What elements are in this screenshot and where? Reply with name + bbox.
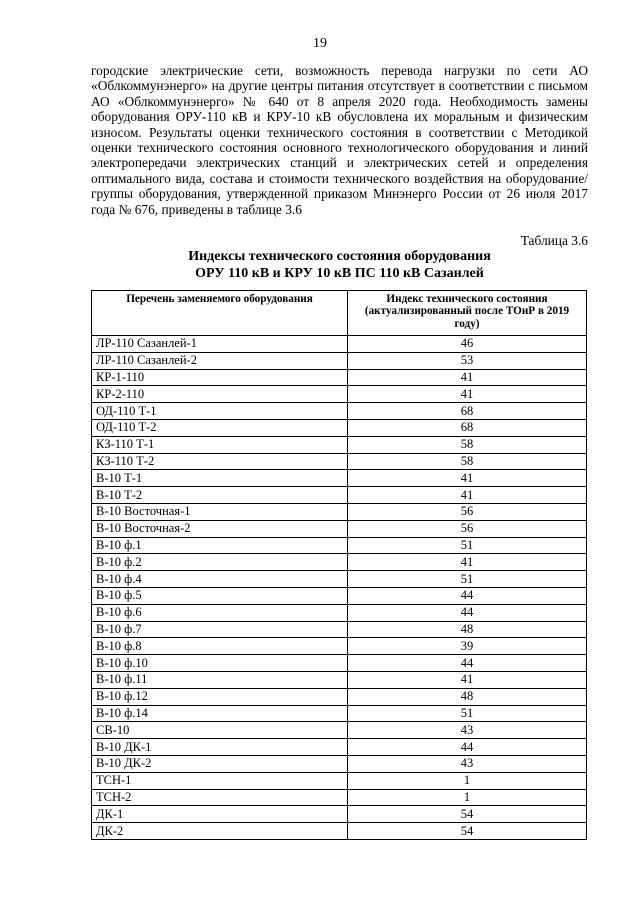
table-row xyxy=(92,705,587,722)
condition-index-cell: 1 xyxy=(348,789,587,806)
equipment-name-cell: В-10 Т-1 xyxy=(92,470,348,487)
equipment-name-cell: В-10 ф.6 xyxy=(92,604,348,621)
table-row xyxy=(92,587,587,604)
table-row xyxy=(92,806,587,823)
column-header-equipment: Перечень заменяемого оборудования xyxy=(92,291,348,336)
condition-index-cell: 58 xyxy=(348,453,587,470)
condition-index-cell: 48 xyxy=(348,688,587,705)
condition-index-cell: 48 xyxy=(348,621,587,638)
equipment-name-cell: ОД-110 Т-2 xyxy=(92,419,348,436)
table-title xyxy=(91,249,588,282)
condition-index-cell: 41 xyxy=(348,470,587,487)
table-row xyxy=(92,571,587,588)
table-row xyxy=(92,688,587,705)
equipment-name-cell: В-10 ф.4 xyxy=(92,571,348,588)
condition-index-cell: 54 xyxy=(348,806,587,823)
table-row xyxy=(92,369,587,386)
equipment-name-cell: В-10 ДК-2 xyxy=(92,755,348,772)
equipment-name-cell: КЗ-110 Т-2 xyxy=(92,453,348,470)
condition-index-cell: 51 xyxy=(348,705,587,722)
table-row xyxy=(92,537,587,554)
table-row xyxy=(92,604,587,621)
table-row xyxy=(92,336,587,353)
equipment-name-cell: ЛР-110 Сазанлей-1 xyxy=(92,336,348,353)
condition-index-cell: 44 xyxy=(348,739,587,756)
equipment-name-cell: В-10 ф.5 xyxy=(92,587,348,604)
equipment-name-cell: В-10 Восточная-1 xyxy=(92,503,348,520)
condition-index-cell: 41 xyxy=(348,369,587,386)
equipment-name-cell: В-10 ф.12 xyxy=(92,688,348,705)
condition-index-cell: 68 xyxy=(348,419,587,436)
condition-index-cell: 41 xyxy=(348,487,587,504)
table-row xyxy=(92,487,587,504)
body-paragraph: городские электрические сети, возможность перевода нагрузки по сети АО «Облкоммунэнерго» на другие центры питания отсутствует в соответствии с письмом АО «Облкоммунэнерго» № 640 от 8 апреля 2020 года. Необходимость замены оборудования ОРУ-110 кВ и КРУ-10 кВ обусловлена их моральным и физическим износом. Результаты оценки технического состояния в соответствии с Методикой оценки технического состояния основного технологического оборудования и линий электропередачи электрических станций и электрических сетей и определения оптимального вида, состава и стоимости технического воздействия на оборудование/группы оборудования, утвержденной приказом Минэнерго России от 26 июля 2017 года № 676, приведены в таблице 3.6 xyxy=(91,63,588,217)
table-row xyxy=(92,621,587,638)
table-row xyxy=(92,722,587,739)
equipment-name-cell: В-10 ф.2 xyxy=(92,554,348,571)
condition-index-cell: 58 xyxy=(348,436,587,453)
equipment-name-cell: КР-1-110 xyxy=(92,369,348,386)
equipment-name-cell: В-10 ф.10 xyxy=(92,655,348,672)
condition-index-cell: 51 xyxy=(348,537,587,554)
table-row xyxy=(92,419,587,436)
equipment-name-cell: КР-2-110 xyxy=(92,386,348,403)
equipment-name-cell: ТСН-2 xyxy=(92,789,348,806)
table-row xyxy=(92,503,587,520)
table-row xyxy=(92,436,587,453)
condition-index-cell: 43 xyxy=(348,722,587,739)
equipment-name-cell: СВ-10 xyxy=(92,722,348,739)
table-title-line-2: ОРУ 110 кВ и КРУ 10 кВ ПС 110 кВ Сазанлей xyxy=(195,265,484,281)
equipment-name-cell: В-10 ф.14 xyxy=(92,705,348,722)
table-row xyxy=(92,655,587,672)
table-header-row xyxy=(92,291,587,336)
equipment-name-cell: В-10 ф.1 xyxy=(92,537,348,554)
equipment-name-cell: В-10 Восточная-2 xyxy=(92,520,348,537)
table-row xyxy=(92,554,587,571)
condition-index-cell: 54 xyxy=(348,823,587,840)
condition-index-cell: 68 xyxy=(348,403,587,420)
condition-index-cell: 46 xyxy=(348,336,587,353)
table-row xyxy=(92,352,587,369)
condition-index-cell: 41 xyxy=(348,671,587,688)
equipment-name-cell: В-10 ф.11 xyxy=(92,671,348,688)
equipment-index-table xyxy=(91,290,587,840)
table-row xyxy=(92,772,587,789)
equipment-name-cell: ДК-1 xyxy=(92,806,348,823)
equipment-name-cell: ОД-110 Т-1 xyxy=(92,403,348,420)
condition-index-cell: 44 xyxy=(348,655,587,672)
equipment-name-cell: ДК-2 xyxy=(92,823,348,840)
equipment-name-cell: В-10 Т-2 xyxy=(92,487,348,504)
equipment-name-cell: В-10 ф.8 xyxy=(92,638,348,655)
table-row xyxy=(92,470,587,487)
condition-index-cell: 44 xyxy=(348,604,587,621)
equipment-name-cell: В-10 ДК-1 xyxy=(92,739,348,756)
condition-index-cell: 56 xyxy=(348,503,587,520)
table-row xyxy=(92,403,587,420)
table-row xyxy=(92,789,587,806)
condition-index-cell: 41 xyxy=(348,554,587,571)
table-row xyxy=(92,386,587,403)
condition-index-cell: 39 xyxy=(348,638,587,655)
condition-index-cell: 44 xyxy=(348,587,587,604)
table-row xyxy=(92,671,587,688)
equipment-name-cell: КЗ-110 Т-1 xyxy=(92,436,348,453)
table-title-line-1: Индексы технического состояния оборудования xyxy=(188,249,491,264)
table-label: Таблица 3.6 xyxy=(520,233,588,248)
table-row xyxy=(92,453,587,470)
table-row xyxy=(92,739,587,756)
equipment-name-cell: В-10 ф.7 xyxy=(92,621,348,638)
equipment-name-cell: ТСН-1 xyxy=(92,772,348,789)
condition-index-cell: 56 xyxy=(348,520,587,537)
table-row xyxy=(92,638,587,655)
table-row xyxy=(92,520,587,537)
condition-index-cell: 43 xyxy=(348,755,587,772)
table-row xyxy=(92,823,587,840)
condition-index-cell: 51 xyxy=(348,571,587,588)
equipment-name-cell: ЛР-110 Сазанлей-2 xyxy=(92,352,348,369)
page-number: 19 xyxy=(313,36,327,51)
table-body xyxy=(92,336,587,840)
condition-index-cell: 41 xyxy=(348,386,587,403)
table-row xyxy=(92,755,587,772)
column-header-condition-index: Индекс технического состояния (актуализированный после ТОиР в 2019 году) xyxy=(348,291,587,336)
condition-index-cell: 1 xyxy=(348,772,587,789)
condition-index-cell: 53 xyxy=(348,352,587,369)
